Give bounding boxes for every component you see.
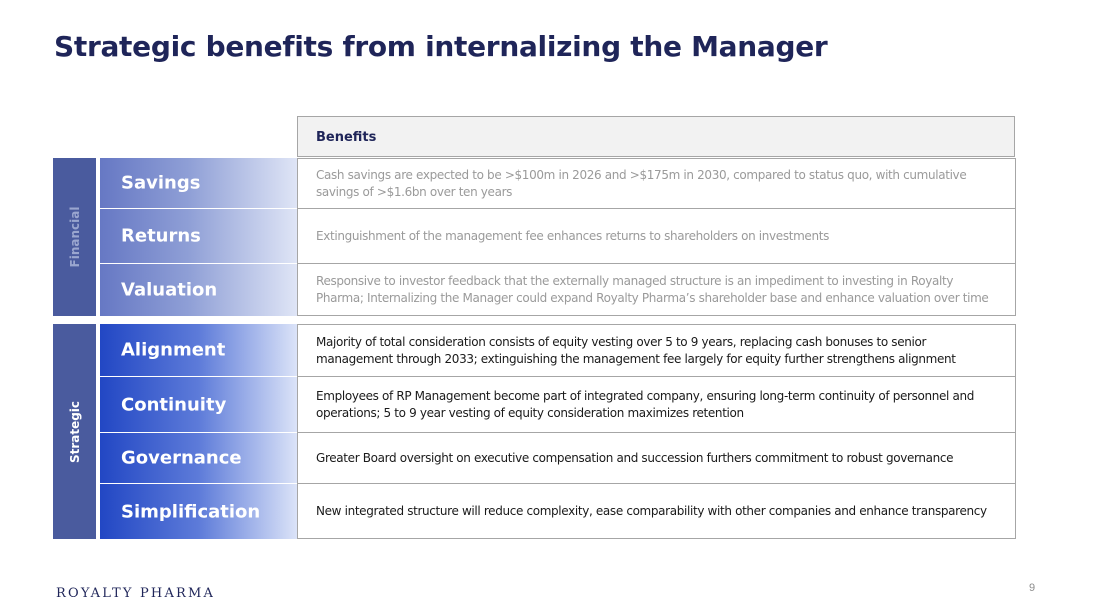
benefit-text: New integrated structure will reduce complexity, ease comparability with other companies and enhance transparency: [316, 503, 987, 518]
row-label-alignment: [100, 324, 297, 377]
row-benefit-returns: [297, 209, 1016, 264]
table-row-returns: [100, 209, 1016, 264]
row-label-valuation: [100, 264, 297, 316]
row-benefit-valuation: [297, 264, 1016, 316]
benefits-header-label: Benefits: [316, 130, 377, 145]
benefit-text: Employees of RP Management become part of integrated company, ensuring long-term continuity of personnel and operations; 5 to 9 year vesting of equity consideration maximizes retention: [316, 388, 975, 420]
strategic-label-text: Strategic: [67, 400, 82, 463]
table-row-governance: [100, 433, 1016, 484]
row-label-savings: [100, 158, 297, 209]
strategic-group-label: [53, 324, 96, 539]
table-row-savings: [100, 158, 1016, 209]
royalty-pharma-logo: ROYALTY PHARMA: [56, 586, 216, 601]
table-row-simplification: [100, 484, 1016, 539]
row-label-text: Returns: [121, 225, 201, 247]
row-label-text: Savings: [121, 172, 201, 194]
row-label-simplification: [100, 484, 297, 539]
row-label-governance: [100, 433, 297, 484]
row-label-returns: [100, 209, 297, 264]
benefits-column-header: [297, 116, 1015, 157]
table-row-continuity: [100, 377, 1016, 433]
row-label-text: Continuity: [121, 394, 227, 415]
row-benefit-alignment: [297, 324, 1016, 377]
row-label-text: Valuation: [121, 279, 218, 301]
row-label-text: Simplification: [121, 501, 261, 522]
benefit-text: Greater Board oversight on executive compensation and succession furthers commitment to robust governance: [316, 450, 954, 465]
benefit-text: Majority of total consideration consists of equity vesting over 5 to 9 years, replacing cash bonuses to senior management through 2033; extinguishing the management fee largely for equity further strengthens alignment: [316, 334, 956, 366]
row-label-continuity: [100, 377, 297, 433]
table-row-valuation: [100, 264, 1016, 316]
row-benefit-simplification: [297, 484, 1016, 539]
row-benefit-governance: [297, 433, 1016, 484]
benefit-text: Responsive to investor feedback that the externally managed structure is an impediment to investing in Royalty Pharma; Internalizing the Manager could expand Royalty Pharma’s shareholder base and enhance valuation over time: [316, 273, 989, 305]
benefit-text: Cash savings are expected to be >$100m in 2026 and >$175m in 2030, compared to status quo, with cumulative savings of >$1.6bn over ten years: [316, 167, 967, 199]
row-label-text: Alignment: [121, 339, 226, 361]
financial-label-text: Financial: [67, 206, 82, 268]
benefit-text: Extinguishment of the management fee enhances returns to shareholders on investments: [316, 228, 829, 243]
table-row-alignment: [100, 324, 1016, 377]
row-benefit-savings: [297, 158, 1016, 209]
financial-group-label: [53, 158, 96, 316]
page-title: Strategic benefits from internalizing the Manager: [54, 30, 828, 63]
row-benefit-continuity: [297, 377, 1016, 433]
page-number: 9: [1029, 582, 1036, 594]
row-label-text: Governance: [121, 447, 242, 469]
